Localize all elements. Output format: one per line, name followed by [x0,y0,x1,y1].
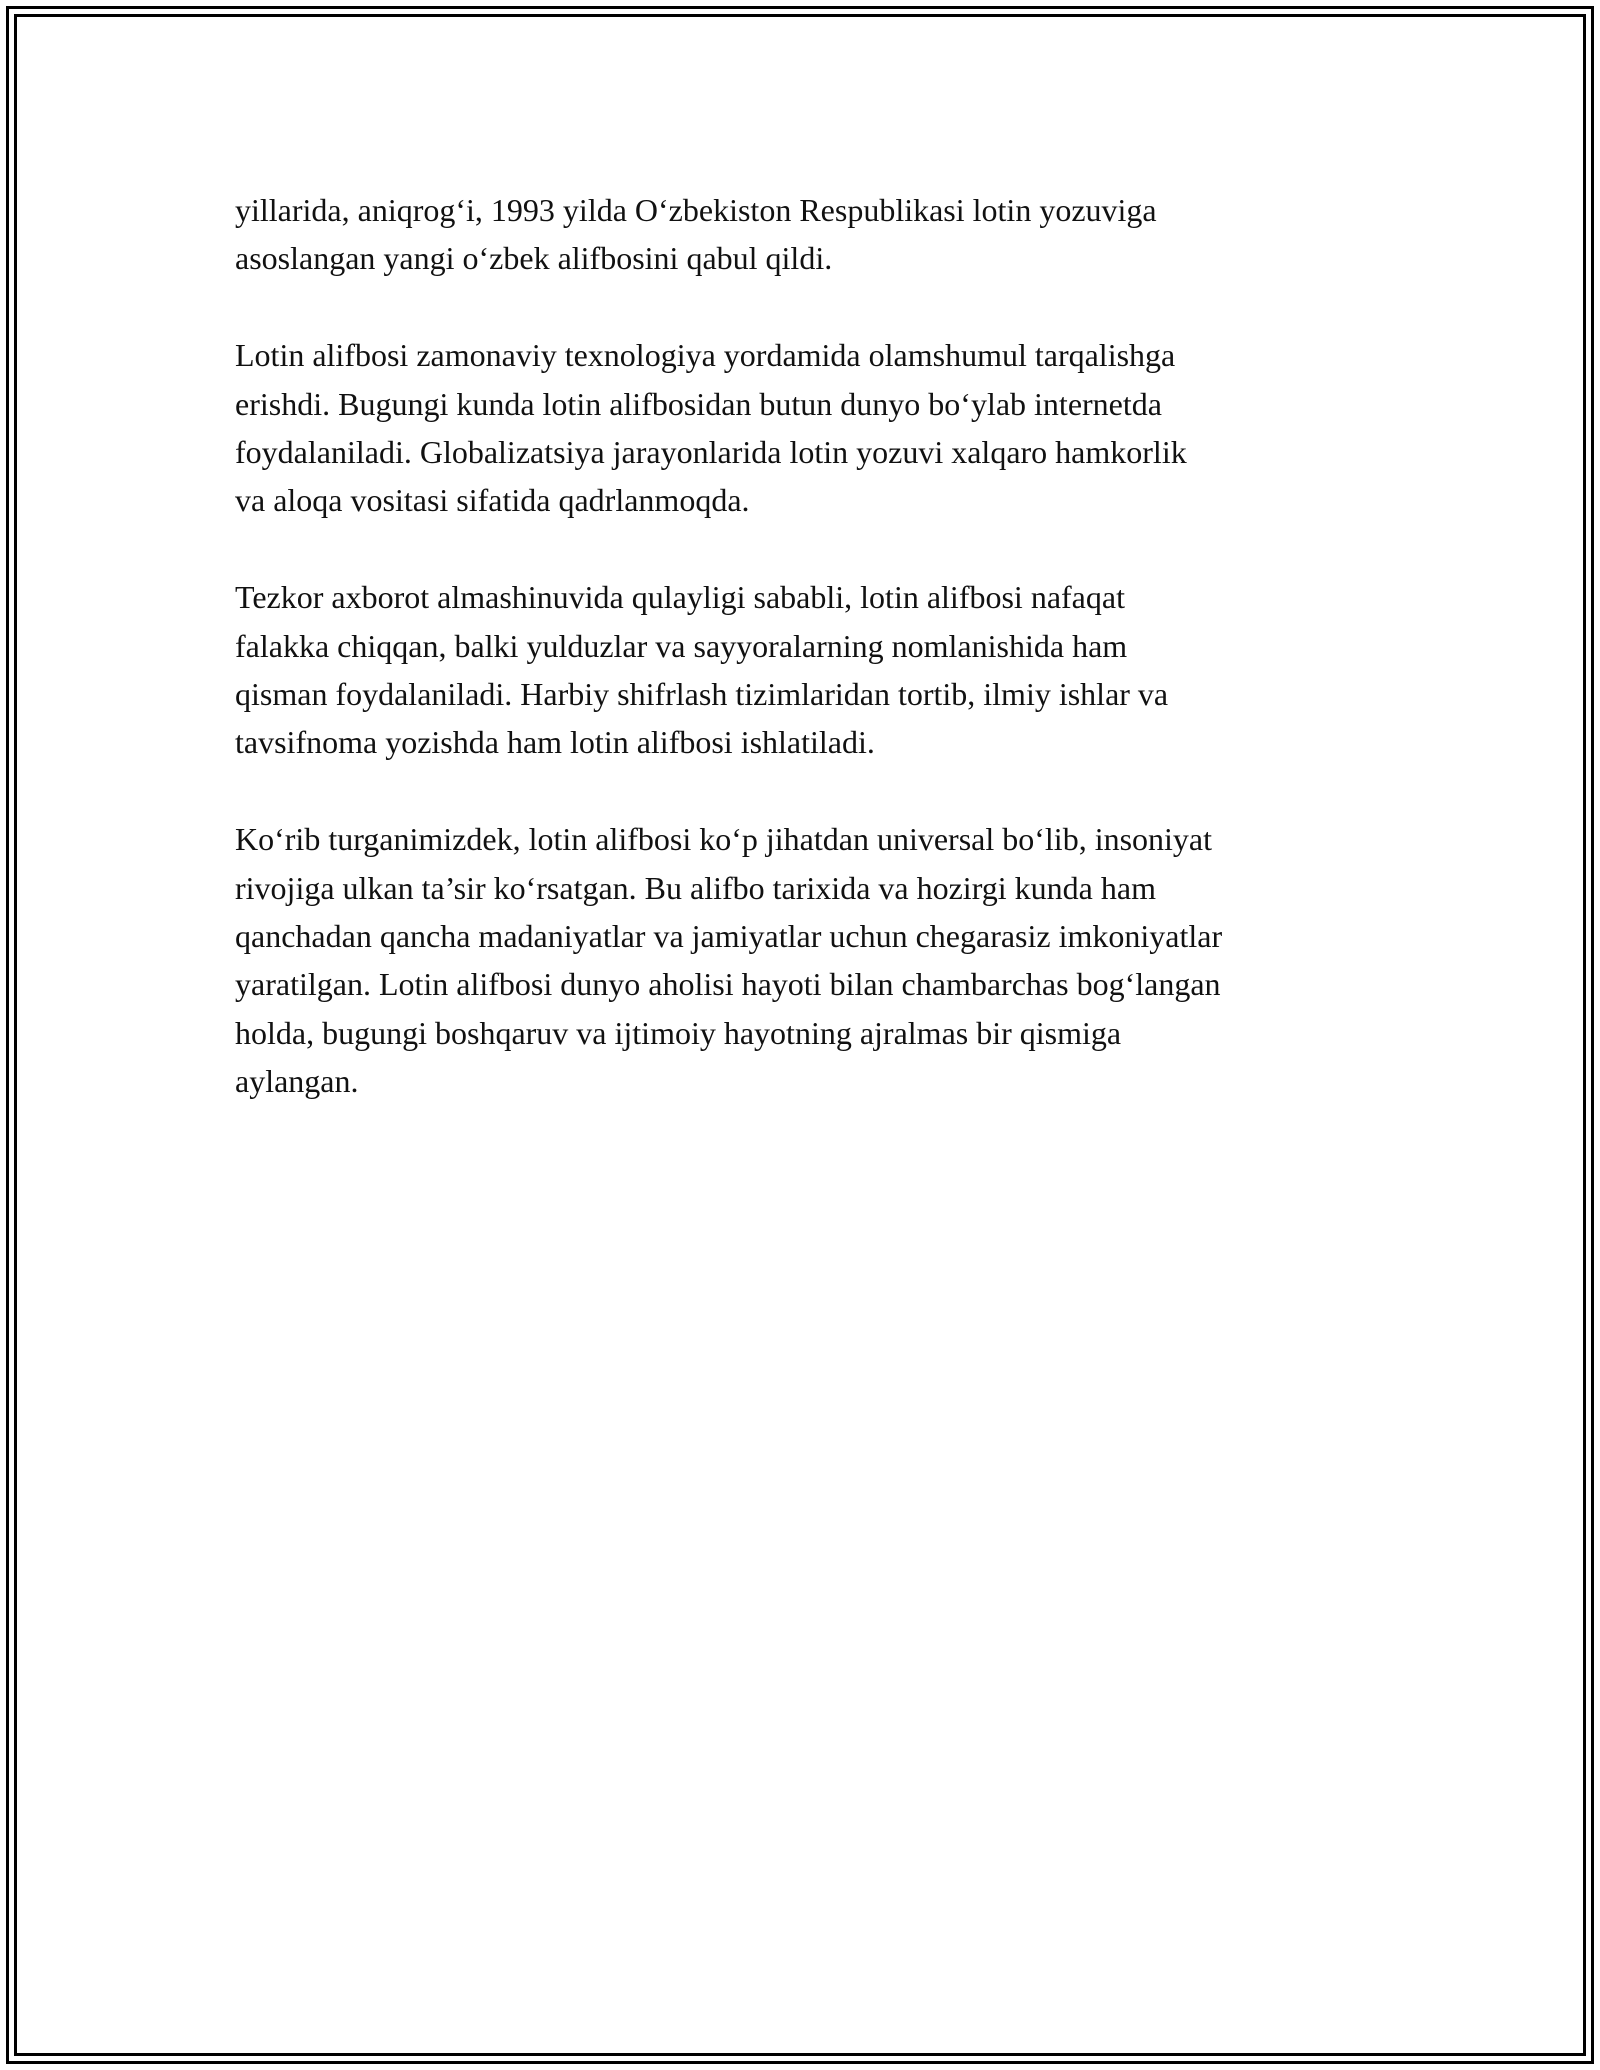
paragraph-1: yillarida, aniqrog‘i, 1993 yilda O‘zbekiston Respublikasi lotin yozuviga asoslangan yangi o‘zbek alifbosini qabul qildi. [235,192,1157,277]
paragraph-3: Tezkor axborot almashinuvida qulayligi sababli, lotin alifbosi nafaqat falakka chiqqan, balki yulduzlar va sayyoralarning nomlanishida ham qisman foydalaniladi. Harbiy shifrlash tizimlaridan tortib, ilmiy ishlar va tavsifnoma yozishda ham lotin alifbosi ishlatiladi. [235,579,1169,761]
paragraph-4: Ko‘rib turganimizdek, lotin alifbosi ko‘p jihatdan universal bo‘lib, insoniyat rivojiga ulkan ta’sir ko‘rsatgan. Bu alifbo tarixida va hozirgi kunda ham qanchadan qancha madaniyatlar va jamiyatlar uchun chegarasiz imkoniyatlar yaratilgan. Lotin alifbosi dunyo aholisi hayoti bilan chambarchas bog‘langan holda, bugungi boshqaruv va ijtimoiy hayotning ajralmas bir qismiga aylangan. [235,821,1223,1100]
document-body [235,186,1385,1106]
paragraph-2: Lotin alifbosi zamonaviy texnologiya yordamida olamshumul tarqalishga erishdi. Bugungi kunda lotin alifbosidan butun dunyo bo‘ylab internetda foydalaniladi. Globalizatsiya jarayonlarida lotin yozuvi xalqaro hamkorlik va aloqa vositasi sifatida qadrlanmoqda. [235,337,1187,519]
